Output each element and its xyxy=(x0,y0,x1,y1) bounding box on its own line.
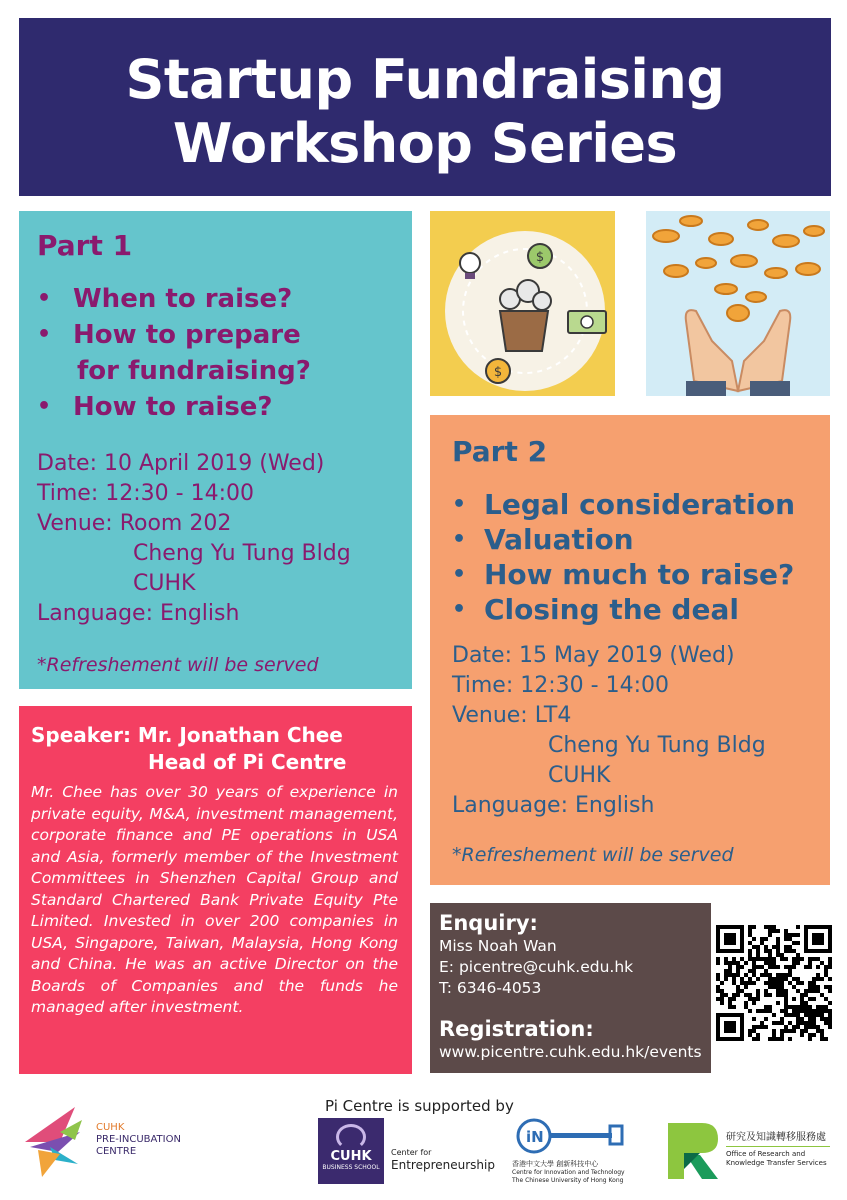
bird-logo-icon xyxy=(20,1102,90,1182)
banknotes-icon xyxy=(568,311,606,333)
supported-by-label: Pi Centre is supported by xyxy=(325,1097,514,1115)
pi-logo-line2: PRE-INCUBATION xyxy=(96,1134,181,1145)
part2-date: Date: 15 May 2019 (Wed) xyxy=(452,643,735,668)
part1-venue-campus: CUHK xyxy=(133,571,196,596)
cint-english-line1: Centre for Innovation and Technology xyxy=(512,1169,625,1176)
speaker-title: Head of Pi Centre xyxy=(148,750,347,774)
speaker-bio: Mr. Chee has over 30 years of experience in private equity, M&A, investment management, corporate finance and PE operations in USA and Asia, formerly member of the Investment Committees in Shenzhen Capital Group and Standard Chartered Bank Private Equity Pte Limited. Invested in over 200 companies in USA, Singapore, Taiwan, Malaysia, Hong Kong and China. He was an active Director on the Boards of Companies and the funds he managed after investment. xyxy=(31,783,398,1016)
pi-centre-logo xyxy=(20,1102,185,1182)
pi-logo-line1: CUHK xyxy=(96,1122,125,1133)
part2-venue-campus: CUHK xyxy=(548,763,611,788)
orkts-divider xyxy=(726,1146,830,1147)
part1-refreshment-note: *Refreshement will be served xyxy=(37,654,319,676)
part2-topic: • Legal consideration xyxy=(452,488,796,521)
orkts-logo xyxy=(664,1121,834,1183)
part1-topic: • When to raise? xyxy=(37,284,293,314)
moneybag-icon xyxy=(528,244,552,268)
part2-refreshment-note: *Refreshement will be served xyxy=(452,844,734,866)
cint-chinese-name: 香港中文大學 創新科技中心 xyxy=(512,1160,599,1168)
svg-text:iN: iN xyxy=(526,1128,544,1146)
enquiry-contact-name: Miss Noah Wan xyxy=(439,937,557,955)
cuhk-business-line1: CUHK xyxy=(330,1149,372,1164)
swirl-icon xyxy=(336,1124,366,1150)
part1-topic: • How to raise? xyxy=(37,392,273,422)
part2-venue-building: Cheng Yu Tung Bldg xyxy=(548,733,766,758)
cint-english-line2: The Chinese University of Hong Kong xyxy=(512,1177,624,1184)
entrepreneurship-line2: Entrepreneurship xyxy=(391,1158,495,1172)
enquiry-phone[interactable]: T: 6346-4053 xyxy=(439,979,542,997)
part1-topics xyxy=(37,281,412,425)
coins-hands-illustration xyxy=(646,211,830,396)
cuhk-business-line2: BUSINESS SCHOOL xyxy=(322,1164,380,1171)
part2-language: Language: English xyxy=(452,793,655,818)
part1-language: Language: English xyxy=(37,601,240,626)
part1-date: Date: 10 April 2019 (Wed) xyxy=(37,451,325,476)
title-line2: Workshop Series xyxy=(172,112,678,175)
enquiry-heading: Enquiry: xyxy=(439,911,538,935)
part1-topic-continued: for fundraising? xyxy=(77,356,311,386)
pi-logo-line3: CENTRE xyxy=(96,1146,137,1157)
falling-coins-icon xyxy=(653,216,824,321)
part2-time: Time: 12:30 - 14:00 xyxy=(452,673,669,698)
part2-topics xyxy=(452,487,830,627)
enquiry-email[interactable]: E: picentre@cuhk.edu.hk xyxy=(439,958,634,976)
r-logo-icon xyxy=(664,1121,722,1181)
registration-link[interactable]: www.picentre.cuhk.edu.hk/events xyxy=(439,1043,702,1061)
coin-icon xyxy=(486,359,510,383)
svg-text:$: $ xyxy=(493,365,503,380)
orkts-english-line2: Knowledge Transfer Services xyxy=(726,1159,827,1167)
fundraising-illustration xyxy=(430,211,615,396)
title-banner xyxy=(19,18,831,196)
part1-details xyxy=(37,449,412,629)
entrepreneurship-logo xyxy=(391,1148,495,1172)
speaker-heading xyxy=(31,722,398,776)
part2-topic: • Valuation xyxy=(452,523,634,556)
part2-details xyxy=(452,641,830,821)
orkts-chinese-name: 研究及知識轉移服務處 xyxy=(726,1132,826,1143)
part1-title: Part 1 xyxy=(37,229,133,262)
entrepreneurship-line1: Center for xyxy=(391,1148,432,1157)
part2-topic: • How much to raise? xyxy=(452,558,795,591)
part1-time: Time: 12:30 - 14:00 xyxy=(37,481,254,506)
open-hands-icon xyxy=(686,310,791,396)
part1-panel xyxy=(19,211,412,689)
registration-heading: Registration: xyxy=(439,1017,594,1041)
orkts-english-line1: Office of Research and xyxy=(726,1150,806,1158)
speaker-panel xyxy=(19,706,412,1074)
speaker-name: Speaker: Mr. Jonathan Chee xyxy=(31,723,343,747)
svg-text:$: $ xyxy=(535,250,545,265)
enquiry-panel xyxy=(430,903,711,1073)
part2-panel xyxy=(430,415,830,885)
part1-venue-building: Cheng Yu Tung Bldg xyxy=(133,541,351,566)
part2-topic: • Closing the deal xyxy=(452,593,739,626)
cuhk-business-school-logo xyxy=(318,1118,384,1184)
cint-logo xyxy=(512,1116,632,1188)
key-icon xyxy=(512,1116,632,1156)
part1-topic: • How to prepare xyxy=(37,320,301,350)
part2-venue: Venue: LT4 xyxy=(452,703,572,728)
qr-code[interactable] xyxy=(716,925,832,1041)
part2-title: Part 2 xyxy=(452,435,548,468)
part1-venue: Venue: Room 202 xyxy=(37,511,232,536)
title-line1: Startup Fundraising xyxy=(125,48,725,111)
